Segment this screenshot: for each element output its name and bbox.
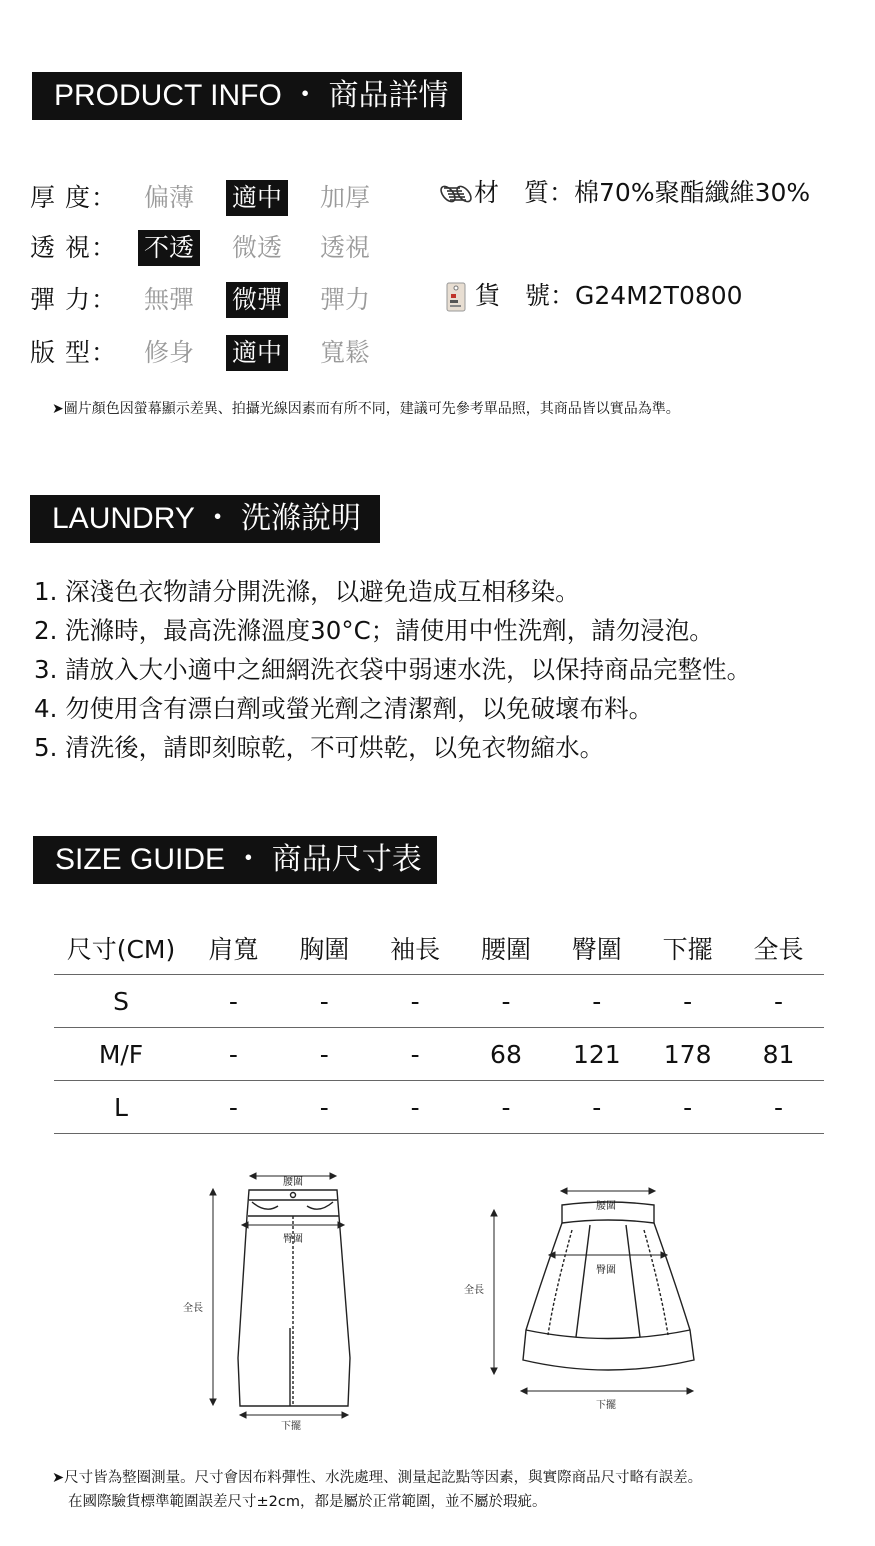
product-info-header: PRODUCT INFO ・ 商品詳情 bbox=[32, 72, 462, 120]
size-guide-header: SIZE GUIDE ・ 商品尺寸表 bbox=[33, 836, 437, 884]
size-value-cell: - bbox=[370, 1081, 461, 1134]
size-value-cell: - bbox=[733, 975, 824, 1028]
diagram-label-hip: 臀圍 bbox=[596, 1265, 616, 1276]
laundry-list bbox=[34, 572, 751, 767]
material-value: 棉70%聚酯纖維30% bbox=[574, 178, 811, 207]
size-table-row bbox=[54, 975, 824, 1028]
color-disclaimer-note: ➤圖片顏色因螢幕顯示差異、拍攝光線因素而有所不同，建議可先參考單品照，其商品皆以實品為準。 bbox=[52, 401, 680, 417]
size-table bbox=[54, 922, 824, 1134]
column-header: 臀圍 bbox=[551, 922, 642, 975]
laundry-item: 3. 請放入大小適中之細網洗衣袋中弱速水洗，以保持商品完整性。 bbox=[34, 655, 752, 684]
attribute-row bbox=[30, 180, 410, 216]
size-value-cell: - bbox=[642, 975, 733, 1028]
material-spec bbox=[438, 175, 810, 211]
size-label-cell: S bbox=[54, 975, 188, 1028]
size-value-cell: - bbox=[370, 975, 461, 1028]
column-header: 胸圍 bbox=[279, 922, 370, 975]
laundry-item: 2. 洗滌時，最高洗滌溫度30°C；請使用中性洗劑，請勿浸泡。 bbox=[34, 616, 714, 645]
item-number-value: G24M2T0800 bbox=[575, 281, 743, 310]
size-value-cell: - bbox=[461, 1081, 552, 1134]
diagram-label-waist: 腰圍 bbox=[596, 1201, 616, 1212]
laundry-item: 5. 清洗後，請即刻晾乾，不可烘乾，以免衣物縮水。 bbox=[34, 733, 605, 762]
attribute-option: 微透 bbox=[232, 233, 283, 262]
size-table-header-row bbox=[54, 922, 824, 975]
material-label: 材 質： bbox=[474, 178, 575, 207]
size-value-cell: - bbox=[551, 975, 642, 1028]
column-header: 全長 bbox=[733, 922, 824, 975]
size-value-cell: - bbox=[461, 975, 552, 1028]
diagram-label-waist: 腰圍 bbox=[283, 1177, 303, 1188]
size-value-cell: - bbox=[733, 1081, 824, 1134]
diagram-label-length: 全長 bbox=[464, 1285, 484, 1296]
attribute-option: 彈力 bbox=[320, 285, 371, 314]
size-value-cell: - bbox=[188, 1081, 279, 1134]
a-line-skirt-diagram bbox=[460, 1185, 710, 1405]
item-number-spec bbox=[441, 278, 743, 314]
attribute-option: 加厚 bbox=[320, 183, 371, 212]
column-header: 袖長 bbox=[370, 922, 461, 975]
size-value-cell: 121 bbox=[551, 1028, 642, 1081]
attribute-option: 偏薄 bbox=[144, 183, 195, 212]
diagram-label-hem: 下擺 bbox=[596, 1400, 616, 1411]
attribute-row bbox=[30, 335, 410, 371]
size-footnote bbox=[52, 1466, 702, 1514]
attribute-option-selected: 微彈 bbox=[226, 282, 288, 318]
column-header: 下擺 bbox=[642, 922, 733, 975]
column-header: 腰圍 bbox=[461, 922, 552, 975]
attribute-option-selected: 適中 bbox=[226, 180, 288, 216]
attribute-row bbox=[30, 230, 410, 266]
size-footnote-line: 在國際驗貨標準範圍誤差尺寸±2cm，都是屬於正常範圍，並不屬於瑕疵。 bbox=[68, 1494, 547, 1510]
diagram-label-hem: 下擺 bbox=[281, 1421, 301, 1432]
thread-spool-icon bbox=[438, 180, 474, 208]
column-header: 尺寸(CM) bbox=[54, 922, 188, 975]
attribute-option: 寬鬆 bbox=[320, 338, 371, 367]
size-table-row bbox=[54, 1081, 824, 1134]
attribute-label: 版 型： bbox=[30, 338, 117, 367]
size-value-cell: - bbox=[279, 1081, 370, 1134]
attribute-row bbox=[30, 282, 410, 318]
column-header: 肩寬 bbox=[188, 922, 279, 975]
size-value-cell: 81 bbox=[733, 1028, 824, 1081]
attribute-label: 透 視： bbox=[30, 233, 117, 262]
size-label-cell: M/F bbox=[54, 1028, 188, 1081]
pencil-skirt-diagram bbox=[180, 1168, 360, 1436]
diagram-label-hip: 臀圍 bbox=[283, 1234, 303, 1245]
diagram-label-length: 全長 bbox=[183, 1303, 203, 1314]
size-footnote-line: ➤尺寸皆為整圈測量。尺寸會因布料彈性、水洗處理、測量起訖點等因素，與實際商品尺寸略有誤差。 bbox=[52, 1470, 703, 1486]
attribute-option: 修身 bbox=[144, 338, 195, 367]
size-value-cell: - bbox=[188, 1028, 279, 1081]
size-value-cell: 178 bbox=[642, 1028, 733, 1081]
laundry-item: 4. 勿使用含有漂白劑或螢光劑之清潔劑，以免破壞布料。 bbox=[34, 694, 654, 723]
attribute-option-selected: 不透 bbox=[138, 230, 200, 266]
size-label-cell: L bbox=[54, 1081, 188, 1134]
size-value-cell: 68 bbox=[461, 1028, 552, 1081]
size-value-cell: - bbox=[370, 1028, 461, 1081]
laundry-header: LAUNDRY ・ 洗滌說明 bbox=[30, 495, 380, 543]
attribute-option: 無彈 bbox=[144, 285, 195, 314]
attribute-option-selected: 適中 bbox=[226, 335, 288, 371]
attribute-label: 厚 度： bbox=[30, 183, 117, 212]
size-table-row bbox=[54, 1028, 824, 1081]
size-value-cell: - bbox=[279, 1028, 370, 1081]
laundry-item: 1. 深淺色衣物請分開洗滌，以避免造成互相移染。 bbox=[34, 577, 580, 606]
attribute-option: 透視 bbox=[320, 233, 371, 262]
size-value-cell: - bbox=[279, 975, 370, 1028]
size-value-cell: - bbox=[188, 975, 279, 1028]
attribute-label: 彈 力： bbox=[30, 285, 117, 314]
size-value-cell: - bbox=[551, 1081, 642, 1134]
size-value-cell: - bbox=[642, 1081, 733, 1134]
item-number-label: 貨 號： bbox=[475, 281, 576, 310]
tag-icon bbox=[441, 280, 475, 314]
